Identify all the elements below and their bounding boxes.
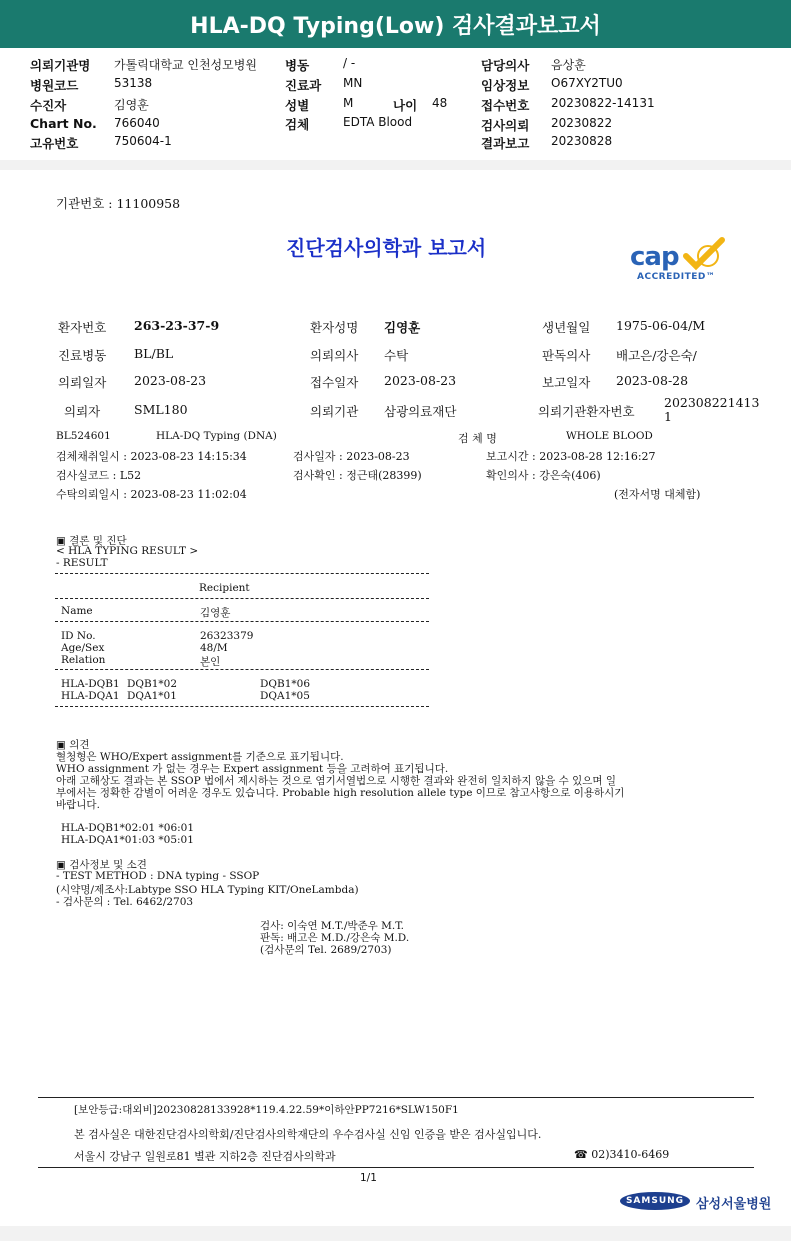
esign-note: (전자서명 대체함) [614, 488, 701, 501]
info-value: 배고은/강은숙/ [616, 348, 697, 363]
hdr-label: Chart No. [30, 116, 97, 131]
dashed-rule [55, 669, 429, 670]
high-res-line: HLA-DQB1*02:01 *06:01 [61, 822, 195, 834]
test-info-line: (시약명/제조사:Labtype SSO HLA Typing KIT/OneLambda) [56, 884, 359, 896]
page-number: 1/1 [360, 1172, 377, 1184]
recipient-label: Recipient [199, 582, 250, 594]
report-title-banner: HLA-DQ Typing(Low) 검사결과보고서 [0, 0, 791, 48]
id-label: ID No. [61, 630, 96, 642]
hdr-label: 진료과 [285, 78, 322, 93]
agesex-value: 48/M [200, 642, 228, 654]
info-value: 2023-08-28 [616, 373, 689, 388]
consign-time: 수탁의뢰일시 : 2023-08-23 11:02:04 [56, 488, 247, 501]
test-code: BL524601 [56, 430, 111, 442]
hdr-label: 검사의뢰 [481, 118, 530, 133]
dashed-rule [55, 621, 429, 622]
samsung-logo: SAMSUNG [620, 1192, 690, 1210]
specimen-value: WHOLE BLOOD [566, 430, 653, 442]
hdr-value: 김영훈 [114, 98, 149, 112]
info-label: 환자성명 [310, 320, 359, 335]
collect-time: 검체채취일시 : 2023-08-23 14:15:34 [56, 450, 247, 463]
security-line: [보안등급:대외비]20230828133928*119.4.22.59*이하안PP7216*SLW150F1 [74, 1104, 459, 1116]
dashed-rule [55, 706, 429, 707]
dqa1-allele-1: DQA1*01 [127, 690, 177, 702]
hdr-value: 가톨릭대학교 인천성모병원 [114, 58, 257, 72]
hdr-label: 수진자 [30, 98, 67, 113]
info-value: 삼광의료재단 [384, 404, 457, 419]
hdr-value: 48 [432, 96, 448, 110]
info-label: 의뢰의사 [310, 348, 359, 363]
hdr-value: 766040 [114, 116, 160, 130]
dqb1-allele-2: DQB1*06 [260, 678, 311, 690]
lab-confirm: 검사확인 : 정근태(28399) [293, 469, 422, 482]
certification-line: 본 검사실은 대한진단검사의학회/진단검사의학재단의 우수검사실 신임 인증을 받은 검사실입니다. [74, 1128, 542, 1141]
hdr-label: 접수번호 [481, 98, 530, 113]
hdr-label: 임상정보 [481, 78, 530, 93]
conclusion-heading: ▣ 결론 및 진단 [56, 535, 127, 547]
info-value: 2023-08-23 [134, 373, 207, 388]
sign-line: 검사: 이숙연 M.T./박준우 M.T. [260, 920, 405, 932]
result-subheading: - RESULT [56, 557, 108, 569]
hdr-value: MN [343, 76, 363, 90]
info-label: 진료병동 [58, 348, 107, 363]
info-label: 접수일자 [310, 375, 359, 390]
hdr-label: 병동 [285, 58, 310, 73]
hdr-value: 53138 [114, 76, 153, 90]
hdr-value: 20230822-14131 [551, 96, 655, 110]
hdr-value: / - [343, 56, 356, 70]
info-label: 의뢰자 [64, 404, 101, 419]
result-heading: < HLA TYPING RESULT > [56, 545, 199, 557]
info-value: BL/BL [134, 346, 174, 361]
info-label: 의뢰일자 [58, 375, 107, 390]
info-label: 의뢰기관환자번호 [538, 404, 635, 419]
hdr-label: 검체 [285, 117, 310, 132]
id-value: 26323379 [200, 630, 254, 642]
dqa1-locus: HLA-DQA1 [61, 690, 120, 702]
document-title: 진단검사의학과 보고서 [286, 236, 487, 260]
relation-label: Relation [61, 654, 106, 666]
hdr-label: 병원코드 [30, 78, 79, 93]
footer-rule [38, 1167, 754, 1168]
sign-line: 판독: 배고은 M.D./강은숙 M.D. [260, 932, 410, 944]
hospital-name: 삼성서울병원 [696, 1197, 772, 1212]
info-label: 생년월일 [542, 320, 591, 335]
cap-logo-sub: ACCREDITED™ [637, 272, 716, 282]
high-res-line: HLA-DQA1*01:03 *05:01 [61, 834, 194, 846]
info-value: 1 [664, 409, 672, 424]
dqb1-locus: HLA-DQB1 [61, 678, 120, 690]
dashed-rule [55, 598, 429, 599]
birth-date: 1975-06-04/M [616, 318, 706, 333]
test-info-line: - 검사문의 : Tel. 6462/2703 [56, 896, 194, 908]
hdr-label: 나이 [393, 98, 418, 113]
bottom-bar [0, 1226, 791, 1241]
info-label: 보고일자 [542, 375, 591, 390]
institution-number: 기관번호 : 11100958 [56, 196, 181, 211]
section-divider [0, 160, 791, 170]
patient-number: 263-23-37-9 [134, 318, 220, 333]
info-label: 의뢰기관 [310, 404, 359, 419]
opinion-line: WHO assignment 가 없는 경우는 Expert assignment 등을 고려하여 표기됩니다. [56, 763, 449, 775]
hdr-label: 결과보고 [481, 136, 530, 151]
opinion-line: 부에서는 정확한 감별이 어려운 경우도 있습니다. Probable high resolution allele type 이므로 참고사항으로 이용하시기 [56, 787, 625, 799]
info-label: 판독의사 [542, 348, 591, 363]
info-value: 수탁 [384, 348, 409, 363]
footer-rule [38, 1097, 754, 1098]
lab-address: 서울시 강남구 일원로81 별관 지하2층 진단검사의학과 [74, 1150, 336, 1163]
info-value: 202308221413 [664, 395, 760, 410]
opinion-line: 아래 고해상도 결과는 본 SSOP 법에서 제시하는 것으로 염기서열법으로 시행한 결과와 완전히 일치하지 않을 수 있으며 일 [56, 775, 616, 787]
name-label: Name [61, 605, 93, 617]
cap-check-icon [682, 236, 728, 276]
test-info-heading: ▣ 검사정보 및 소견 [56, 859, 147, 871]
info-value: SML180 [134, 402, 188, 417]
hdr-label: 성별 [285, 98, 310, 113]
report-time: 보고시간 : 2023-08-28 12:16:27 [486, 450, 656, 463]
info-label: 환자번호 [58, 320, 107, 335]
sign-line: (검사문의 Tel. 2689/2703) [260, 944, 392, 956]
specimen-label: 검 체 명 [458, 432, 497, 445]
patient-name: 김영훈 [384, 320, 421, 335]
lab-phone: ☎ 02)3410-6469 [574, 1148, 670, 1161]
dqb1-allele-1: DQB1*02 [127, 678, 178, 690]
hdr-value: EDTA Blood [343, 115, 413, 129]
agesex-label: Age/Sex [61, 642, 105, 654]
name-value: 김영훈 [200, 607, 231, 619]
hdr-value: O67XY2TU0 [551, 76, 623, 90]
hdr-value: M [343, 96, 354, 110]
hdr-value: 750604-1 [114, 134, 172, 148]
info-value: 2023-08-23 [384, 373, 457, 388]
hdr-value: 음상훈 [551, 58, 586, 72]
dashed-rule [55, 573, 429, 574]
opinion-line: 혈청형은 WHO/Expert assignment를 기준으로 표기됩니다. [56, 751, 344, 763]
opinion-line: 바랍니다. [56, 799, 100, 811]
confirm-doctor: 확인의사 : 강은숙(406) [486, 469, 601, 482]
hdr-value: 20230822 [551, 116, 613, 130]
dqa1-allele-2: DQA1*05 [260, 690, 310, 702]
lab-code: 검사실코드 : L52 [56, 469, 142, 482]
test-date: 검사일자 : 2023-08-23 [293, 450, 410, 463]
relation-value: 본인 [200, 656, 221, 668]
cap-logo-word: cap [630, 242, 679, 272]
hdr-label: 담당의사 [481, 58, 530, 73]
opinion-heading: ▣ 의견 [56, 739, 90, 751]
hdr-value: 20230828 [551, 134, 613, 148]
test-info-line: - TEST METHOD : DNA typing - SSOP [56, 870, 260, 882]
hdr-label: 고유번호 [30, 136, 79, 151]
hdr-label: 의뢰기관명 [30, 58, 91, 73]
test-name: HLA-DQ Typing (DNA) [156, 430, 277, 442]
